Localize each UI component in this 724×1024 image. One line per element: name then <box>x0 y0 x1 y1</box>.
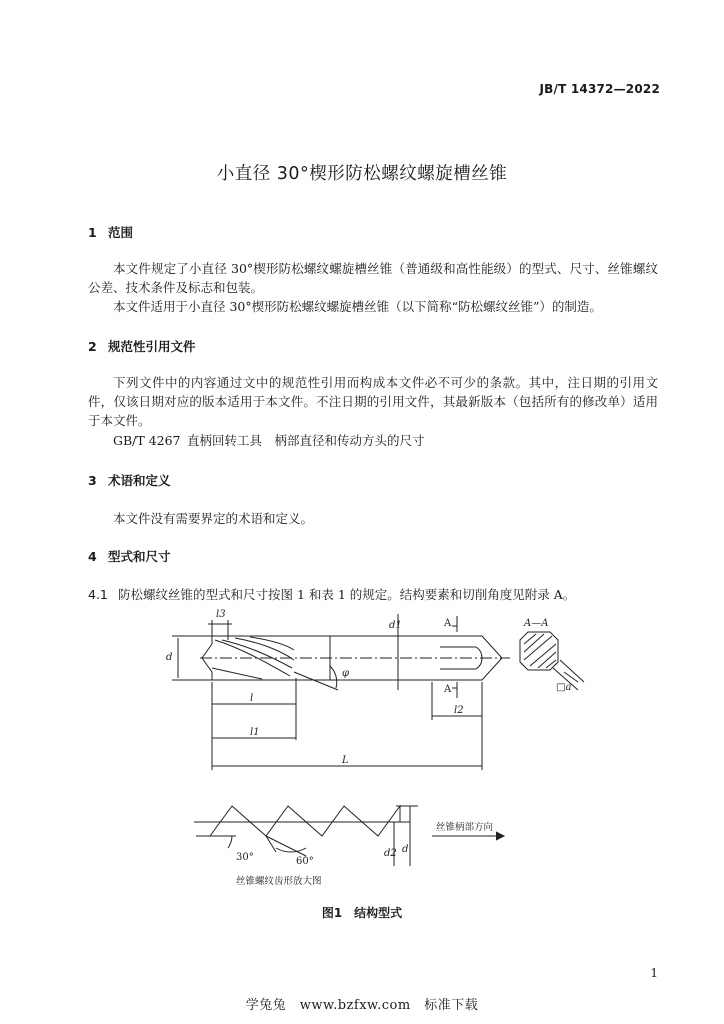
section-1-heading <box>88 223 133 241</box>
section-title: 术语和定义 <box>108 473 171 488</box>
label-square-a: □a <box>556 682 572 693</box>
clause-text: 防松螺纹丝锥的型式和尺寸按图 1 和表 1 的规定。结构要素和切削角度见附录 A。 <box>118 587 576 602</box>
reference-title: 直柄回转工具 柄部直径和传动方头的尺寸 <box>187 433 425 448</box>
section-2-paragraph: 下列文件中的内容通过文中的规范性引用而构成本文件必不可少的条款。其中，注日期的引用文件，仅该日期对应的版本适用于本文件。不注日期的引用文件，其最新版本（包括所有的修改单）适用于本文件。 <box>88 375 658 428</box>
normative-reference <box>113 431 425 449</box>
section-1-paragraph-2: 本文件适用于小直径 30°楔形防松螺纹螺旋槽丝锥（以下简称“防松螺纹丝锥”）的制造。 <box>113 299 602 314</box>
section-title: 规范性引用文件 <box>108 339 196 354</box>
label-phi: φ <box>342 668 350 679</box>
section-number: 3 <box>88 473 97 488</box>
clause-number: 4.1 <box>88 587 108 602</box>
section-2-heading <box>88 337 196 355</box>
section-view <box>520 632 584 690</box>
label-l1: l1 <box>250 727 260 738</box>
label-A-bottom: A <box>444 684 452 695</box>
figure-1-drawing <box>0 600 724 900</box>
section-4-heading <box>88 547 171 565</box>
label-angle-30: 30° <box>236 852 254 863</box>
label-angle-60: 60° <box>296 856 314 867</box>
document-title: 小直径 30°楔形防松螺纹螺旋槽丝锥 <box>216 164 508 184</box>
label-d-thread: d <box>402 844 409 855</box>
label-d2: d2 <box>384 848 397 859</box>
section-number: 1 <box>88 225 97 240</box>
page-number: 1 <box>650 966 658 980</box>
figure-caption: 图1 结构型式 <box>321 906 403 920</box>
section-title: 型式和尺寸 <box>108 549 171 564</box>
section-number: 4 <box>88 549 97 564</box>
label-section-AA: A—A <box>524 618 549 629</box>
label-l2: l2 <box>454 705 464 716</box>
thread-profile-caption: 丝锥螺纹齿形放大图 <box>236 876 322 887</box>
section-number: 2 <box>88 339 97 354</box>
section-3-paragraph: 本文件没有需要界定的术语和定义。 <box>113 511 314 526</box>
watermark-footer: 学兔兔 www.bzfxw.com 标准下载 <box>245 998 479 1013</box>
label-A-top: A <box>444 618 452 629</box>
label-d: d <box>166 652 173 663</box>
reference-code: GB/T 4267 <box>113 433 181 448</box>
label-l3: l3 <box>216 609 226 620</box>
label-l: l <box>250 693 254 704</box>
section-1-paragraph-1: 本文件规定了小直径 30°楔形防松螺纹螺旋槽丝锥（普通级和高性能级）的型式、尺寸、丝锥螺纹公差、技术条件及标志和包装。 <box>88 261 658 295</box>
tap-body <box>172 614 510 770</box>
section-title: 范围 <box>108 225 134 240</box>
label-L: L <box>342 755 349 766</box>
document-number: JB/T 14372—2022 <box>539 82 660 96</box>
section-3-heading <box>88 471 171 489</box>
label-direction: 丝锥柄部方向 <box>436 822 494 833</box>
label-d1: d1 <box>389 620 402 631</box>
